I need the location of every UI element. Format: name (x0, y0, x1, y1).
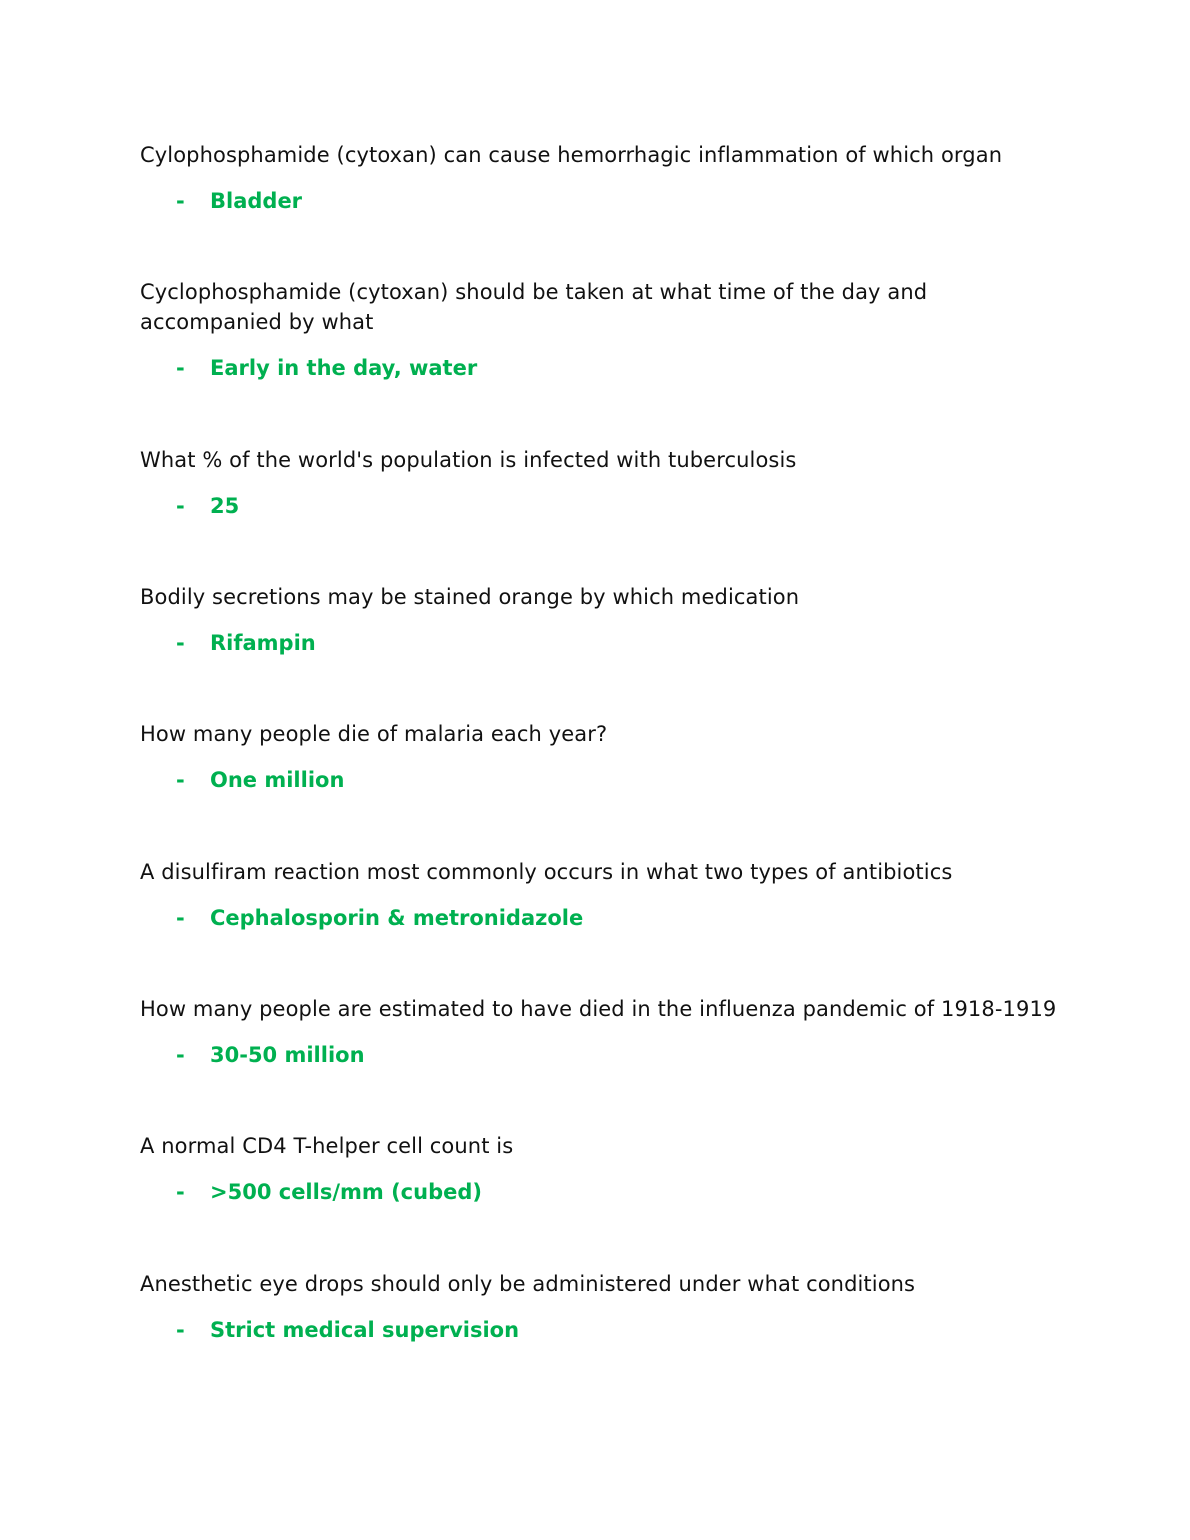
question-text: How many people die of malaria each year? (140, 722, 608, 746)
answer-line (140, 903, 1060, 933)
answer-text: Bladder (210, 189, 303, 213)
qa-item-5 (140, 719, 1060, 795)
answer-line (140, 491, 1060, 521)
bullet-dash: - (176, 189, 185, 213)
bullet-dash: - (176, 494, 185, 518)
answer-text: One million (210, 768, 345, 792)
bullet-dash: - (176, 768, 185, 792)
qa-item-8 (140, 1131, 1060, 1207)
answer-text: Early in the day, water (210, 356, 478, 380)
answer-text: 30-50 million (210, 1043, 365, 1067)
answer-line (140, 1040, 1060, 1070)
bullet-dash: - (176, 631, 185, 655)
question-text: How many people are estimated to have died in the influenza pandemic of 1918-1919 (140, 997, 1057, 1021)
answer-line (140, 1315, 1060, 1345)
answer-text: Cephalosporin & metronidazole (210, 906, 584, 930)
question-text: Bodily secretions may be stained orange by which medication (140, 585, 800, 609)
answer-text: Strict medical supervision (210, 1318, 520, 1342)
answer-line (140, 628, 1060, 658)
answer-text: >500 cells/mm (cubed) (210, 1180, 482, 1204)
question-text: A disulfiram reaction most commonly occurs in what two types of antibiotics (140, 860, 953, 884)
qa-item-4 (140, 582, 1060, 658)
answer-text: 25 (210, 494, 240, 518)
bullet-dash: - (176, 1180, 185, 1204)
bullet-dash: - (176, 356, 185, 380)
question-text: Anesthetic eye drops should only be administered under what conditions (140, 1272, 916, 1296)
answer-text: Rifampin (210, 631, 316, 655)
qa-item-6 (140, 857, 1060, 933)
answer-line (140, 186, 1060, 216)
bullet-dash: - (176, 1318, 185, 1342)
bullet-dash: - (176, 906, 185, 930)
answer-line (140, 353, 1060, 383)
qa-item-9 (140, 1269, 1060, 1345)
qa-item-1 (140, 140, 1060, 216)
question-text: What % of the world's population is infected with tuberculosis (140, 448, 797, 472)
question-text: Cylophosphamide (cytoxan) can cause hemorrhagic inflammation of which organ (140, 143, 1003, 167)
bullet-dash: - (176, 1043, 185, 1067)
answer-line (140, 1177, 1060, 1207)
question-text: Cyclophosphamide (cytoxan) should be taken at what time of the day and accompanied by what (140, 280, 928, 334)
qa-item-7 (140, 994, 1060, 1070)
answer-line (140, 765, 1060, 795)
qa-item-2 (140, 277, 1060, 383)
question-text: A normal CD4 T-helper cell count is (140, 1134, 514, 1158)
qa-item-3 (140, 445, 1060, 521)
